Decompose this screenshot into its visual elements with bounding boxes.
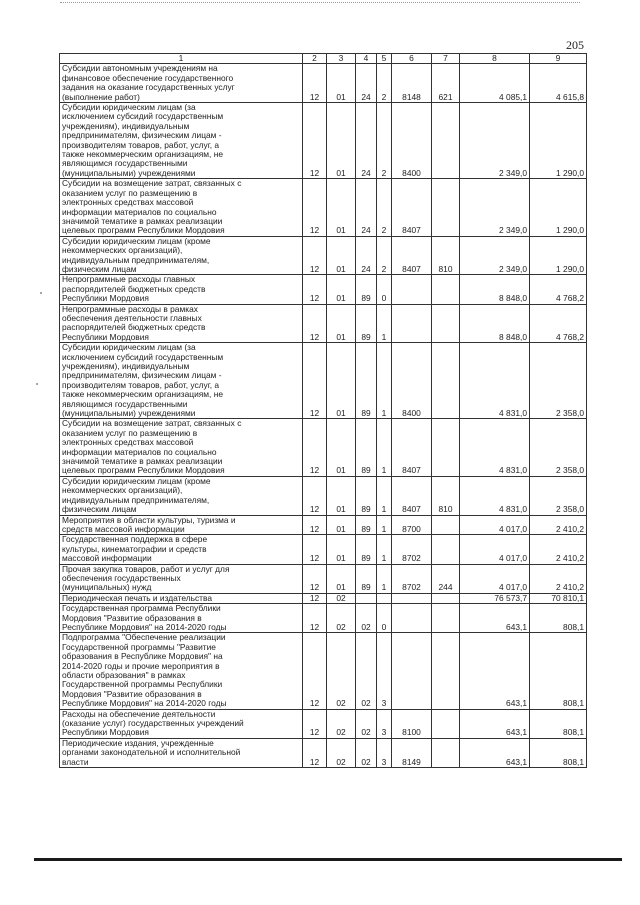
value-cell-c4: 89 — [356, 304, 377, 343]
value-cell-c7 — [432, 275, 460, 304]
value-cell-c9: 4 768,2 — [530, 275, 587, 304]
value-cell-c6 — [392, 633, 432, 709]
value-cell-c5: 2 — [377, 64, 392, 103]
value-cell-c9: 2 358,0 — [530, 476, 587, 515]
value-cell-c3: 01 — [327, 103, 356, 179]
value-cell-c5: 0 — [377, 604, 392, 633]
value-cell-c7 — [432, 593, 460, 603]
table-body — [60, 64, 587, 768]
value-cell-c3: 02 — [327, 709, 356, 738]
value-cell-c7 — [432, 419, 460, 476]
value-cell-c2: 12 — [303, 343, 327, 419]
value-cell-c7: 810 — [432, 236, 460, 275]
row-name-cell: Субсидии на возмещение затрат, связанных с оказанием услуг по размещению в электронных средствах массовой информации материалов по социально значимой тематике в рамках реализации целевых программ Республики Мордовия — [60, 179, 303, 236]
value-cell-c8: 643,1 — [460, 604, 530, 633]
table-row — [60, 738, 587, 767]
row-name-cell: Непрограммные расходы главных распорядителей бюджетных средств Республики Мордовия — [60, 275, 303, 304]
value-cell-c2: 12 — [303, 593, 327, 603]
value-cell-c5: 1 — [377, 476, 392, 515]
value-cell-c5: 3 — [377, 738, 392, 767]
budget-table — [59, 53, 587, 768]
value-cell-c2: 12 — [303, 236, 327, 275]
header-cell: 9 — [530, 54, 587, 64]
value-cell-c6 — [392, 275, 432, 304]
value-cell-c7: 621 — [432, 64, 460, 103]
value-cell-c5: 1 — [377, 515, 392, 535]
value-cell-c5 — [377, 593, 392, 603]
value-cell-c6: 8407 — [392, 179, 432, 236]
header-cell: 8 — [460, 54, 530, 64]
value-cell-c4: 89 — [356, 515, 377, 535]
header-row — [60, 54, 587, 64]
row-name-cell: Подпрограмма "Обеспечение реализации Государственной программы "Развитие образования в Республике Мордовия" на 2014-2020 годы и прочие мероприятия в области образования" в рамках Государственной программы Республики Мордовия "Развитие образования в Республике Мордовия" на 2014-2020 годы — [60, 633, 303, 709]
value-cell-c3: 01 — [327, 304, 356, 343]
value-cell-c8: 643,1 — [460, 709, 530, 738]
value-cell-c3: 01 — [327, 236, 356, 275]
value-cell-c5: 1 — [377, 304, 392, 343]
value-cell-c2: 12 — [303, 304, 327, 343]
value-cell-c9: 2 410,2 — [530, 564, 587, 593]
value-cell-c2: 12 — [303, 419, 327, 476]
header-cell: 3 — [327, 54, 356, 64]
value-cell-c3: 01 — [327, 564, 356, 593]
row-name-cell: Мероприятия в области культуры, туризма и средств массовой информации — [60, 515, 303, 535]
value-cell-c9: 808,1 — [530, 709, 587, 738]
value-cell-c8: 4 017,0 — [460, 564, 530, 593]
value-cell-c4: 89 — [356, 564, 377, 593]
header-cell: 2 — [303, 54, 327, 64]
value-cell-c8: 643,1 — [460, 738, 530, 767]
value-cell-c8: 4 831,0 — [460, 476, 530, 515]
table-row — [60, 515, 587, 535]
value-cell-c2: 12 — [303, 564, 327, 593]
value-cell-c5: 2 — [377, 236, 392, 275]
value-cell-c8: 76 573,7 — [460, 593, 530, 603]
value-cell-c4: 89 — [356, 343, 377, 419]
value-cell-c5: 2 — [377, 179, 392, 236]
value-cell-c5: 1 — [377, 535, 392, 564]
value-cell-c4: 24 — [356, 103, 377, 179]
row-name-cell: Субсидии юридическим лицам (кроме некоммерческих организаций), индивидуальным предпринимателям, физическим лицам — [60, 476, 303, 515]
row-name-cell: Субсидии юридическим лицам (за исключением субсидий государственным учреждениям), индивидуальным предпринимателям, физическим лицам - производителям товаров, работ, услуг, а также некоммерческим организациям, не являющимся государственными (муниципальными) учреждениями — [60, 343, 303, 419]
value-cell-c2: 12 — [303, 476, 327, 515]
value-cell-c5: 0 — [377, 275, 392, 304]
value-cell-c4: 24 — [356, 179, 377, 236]
value-cell-c3: 01 — [327, 64, 356, 103]
value-cell-c8: 4 017,0 — [460, 535, 530, 564]
top-rule — [60, 2, 580, 3]
value-cell-c9: 808,1 — [530, 738, 587, 767]
value-cell-c6: 8700 — [392, 515, 432, 535]
value-cell-c3: 01 — [327, 275, 356, 304]
value-cell-c6: 8407 — [392, 476, 432, 515]
row-name-cell: Субсидии на возмещение затрат, связанных с оказанием услуг по размещению в электронных средствах массовой информации материалов по социально значимой тематике в рамках реализации целевых программ Республики Мордовия — [60, 419, 303, 476]
table-row — [60, 604, 587, 633]
value-cell-c4: 89 — [356, 476, 377, 515]
page-number: 205 — [566, 38, 584, 52]
row-name-cell: Субсидии юридическим лицам (кроме некоммерческих организаций), индивидуальным предпринимателям, физическим лицам — [60, 236, 303, 275]
row-name-cell: Субсидии юридическим лицам (за исключением субсидий государственным учреждениям), индивидуальным предпринимателям, физическим лицам - производителям товаров, работ, услуг, а также некоммерческим организациям, не являющимся государственными (муниципальными) учреждениями — [60, 103, 303, 179]
table-row — [60, 236, 587, 275]
value-cell-c3: 02 — [327, 593, 356, 603]
value-cell-c6: 8149 — [392, 738, 432, 767]
value-cell-c5: 3 — [377, 709, 392, 738]
value-cell-c6: 8407 — [392, 236, 432, 275]
table-row — [60, 304, 587, 343]
value-cell-c4: 02 — [356, 738, 377, 767]
value-cell-c2: 12 — [303, 604, 327, 633]
value-cell-c8: 8 848,0 — [460, 275, 530, 304]
value-cell-c7 — [432, 535, 460, 564]
value-cell-c9: 1 290,0 — [530, 179, 587, 236]
header-cell: 1 — [60, 54, 303, 64]
table-row — [60, 476, 587, 515]
value-cell-c7: 244 — [432, 564, 460, 593]
table-row — [60, 103, 587, 179]
value-cell-c3: 02 — [327, 633, 356, 709]
table-row — [60, 64, 587, 103]
value-cell-c9: 2 410,2 — [530, 515, 587, 535]
value-cell-c6: 8400 — [392, 103, 432, 179]
scan-speck — [40, 292, 42, 294]
value-cell-c6: 8148 — [392, 64, 432, 103]
header-cell: 6 — [392, 54, 432, 64]
value-cell-c6: 8702 — [392, 564, 432, 593]
value-cell-c5: 1 — [377, 419, 392, 476]
row-name-cell: Периодическая печать и издательства — [60, 593, 303, 603]
value-cell-c8: 4 017,0 — [460, 515, 530, 535]
value-cell-c7 — [432, 179, 460, 236]
value-cell-c7 — [432, 709, 460, 738]
value-cell-c2: 12 — [303, 709, 327, 738]
row-name-cell: Расходы на обеспечение деятельности (оказание услуг) государственных учреждений Республики Мордовия — [60, 709, 303, 738]
value-cell-c9: 2 358,0 — [530, 343, 587, 419]
value-cell-c9: 2 358,0 — [530, 419, 587, 476]
value-cell-c8: 2 349,0 — [460, 179, 530, 236]
value-cell-c4: 89 — [356, 419, 377, 476]
header-cell: 4 — [356, 54, 377, 64]
value-cell-c2: 12 — [303, 103, 327, 179]
value-cell-c9: 1 290,0 — [530, 103, 587, 179]
value-cell-c6: 8407 — [392, 419, 432, 476]
value-cell-c2: 12 — [303, 535, 327, 564]
value-cell-c5: 1 — [377, 343, 392, 419]
bottom-scan-bar — [34, 858, 622, 861]
value-cell-c7 — [432, 604, 460, 633]
value-cell-c6 — [392, 604, 432, 633]
value-cell-c2: 12 — [303, 275, 327, 304]
value-cell-c9: 2 410,2 — [530, 535, 587, 564]
value-cell-c7 — [432, 304, 460, 343]
table-row — [60, 419, 587, 476]
value-cell-c3: 01 — [327, 515, 356, 535]
value-cell-c8: 8 848,0 — [460, 304, 530, 343]
value-cell-c3: 01 — [327, 476, 356, 515]
value-cell-c8: 4 831,0 — [460, 419, 530, 476]
value-cell-c4: 89 — [356, 275, 377, 304]
table-row — [60, 179, 587, 236]
value-cell-c7 — [432, 343, 460, 419]
header-cell: 7 — [432, 54, 460, 64]
value-cell-c3: 01 — [327, 535, 356, 564]
value-cell-c3: 01 — [327, 179, 356, 236]
value-cell-c3: 01 — [327, 343, 356, 419]
table-row — [60, 535, 587, 564]
value-cell-c4: 02 — [356, 633, 377, 709]
value-cell-c6 — [392, 593, 432, 603]
value-cell-c4: 24 — [356, 64, 377, 103]
table-row — [60, 275, 587, 304]
value-cell-c3: 02 — [327, 738, 356, 767]
value-cell-c9: 4 615,8 — [530, 64, 587, 103]
value-cell-c7: 810 — [432, 476, 460, 515]
value-cell-c6 — [392, 304, 432, 343]
value-cell-c8: 2 349,0 — [460, 236, 530, 275]
value-cell-c4: 02 — [356, 709, 377, 738]
value-cell-c8: 4 831,0 — [460, 343, 530, 419]
value-cell-c8: 2 349,0 — [460, 103, 530, 179]
value-cell-c5: 3 — [377, 633, 392, 709]
row-name-cell: Непрограммные расходы в рамках обеспечения деятельности главных распорядителей бюджетных средств Республики Мордовия — [60, 304, 303, 343]
value-cell-c9: 4 768,2 — [530, 304, 587, 343]
row-name-cell: Субсидии автономным учреждениям на финансовое обеспечение государственного задания на оказание государственных услуг (выполнение работ) — [60, 64, 303, 103]
value-cell-c2: 12 — [303, 64, 327, 103]
value-cell-c4: 02 — [356, 604, 377, 633]
value-cell-c6: 8400 — [392, 343, 432, 419]
table-row — [60, 633, 587, 709]
value-cell-c4: 24 — [356, 236, 377, 275]
value-cell-c5: 1 — [377, 564, 392, 593]
table-row — [60, 564, 587, 593]
value-cell-c9: 1 290,0 — [530, 236, 587, 275]
value-cell-c4: 89 — [356, 535, 377, 564]
value-cell-c9: 808,1 — [530, 633, 587, 709]
value-cell-c7 — [432, 103, 460, 179]
value-cell-c7 — [432, 633, 460, 709]
value-cell-c3: 01 — [327, 419, 356, 476]
value-cell-c2: 12 — [303, 515, 327, 535]
value-cell-c8: 4 085,1 — [460, 64, 530, 103]
row-name-cell: Государственная поддержка в сфере культуры, кинематографии и средств массовой информации — [60, 535, 303, 564]
scan-speck — [36, 383, 38, 385]
row-name-cell: Периодические издания, учрежденные органами законодательной и исполнительной власти — [60, 738, 303, 767]
value-cell-c3: 02 — [327, 604, 356, 633]
row-name-cell: Прочая закупка товаров, работ и услуг для обеспечения государственных (муниципальных) нужд — [60, 564, 303, 593]
value-cell-c6: 8100 — [392, 709, 432, 738]
value-cell-c9: 808,1 — [530, 604, 587, 633]
value-cell-c6: 8702 — [392, 535, 432, 564]
table-row — [60, 709, 587, 738]
value-cell-c4 — [356, 593, 377, 603]
value-cell-c2: 12 — [303, 179, 327, 236]
value-cell-c7 — [432, 738, 460, 767]
table-row — [60, 343, 587, 419]
value-cell-c7 — [432, 515, 460, 535]
row-name-cell: Государственная программа Республики Мордовия "Развитие образования в Республике Мордовия" на 2014-2020 годы — [60, 604, 303, 633]
value-cell-c2: 12 — [303, 633, 327, 709]
value-cell-c9: 70 810,1 — [530, 593, 587, 603]
header-cell: 5 — [377, 54, 392, 64]
value-cell-c2: 12 — [303, 738, 327, 767]
table-row — [60, 593, 587, 603]
value-cell-c8: 643,1 — [460, 633, 530, 709]
value-cell-c5: 2 — [377, 103, 392, 179]
